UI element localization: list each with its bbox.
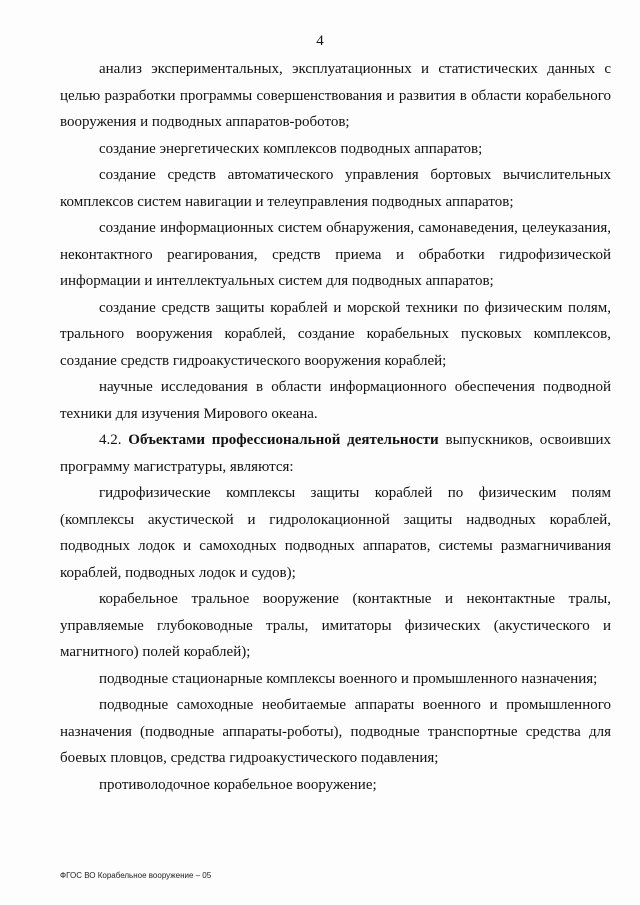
object-item: гидрофизические комплексы защиты кораблей по физическим полям (комплексы акустической и гидролокационной защиты надводных кораблей, подводных лодок и самоходных подводных аппаратов, системы размагничивания кораблей, подводных лодок и судов); (60, 485, 611, 581)
page-number: 4 (316, 33, 324, 49)
paragraph: создание информационных систем обнаружения, самонаведения, целеуказания, неконтактного реагирования, средств приема и обработки гидрофизической информации и интеллектуальных систем для подводных аппаратов; (60, 220, 611, 289)
paragraph: научные исследования в области информационного обеспечения подводной техники для изучения Мирового океана. (60, 379, 611, 422)
document-body (60, 56, 611, 798)
section-bold-phrase: Объектами профессиональной деятельности (128, 432, 439, 448)
paragraph: анализ экспериментальных, эксплуатационных и статистических данных с целью разработки программы совершенствования и развития в области корабельного вооружения и подводных аппаратов-роботов; (60, 61, 611, 130)
paragraph: создание энергетических комплексов подводных аппаратов; (99, 140, 483, 157)
section-rest-text: выпускников, освоивших программу магистратуры, являются: (60, 432, 612, 475)
section-number: 4.2. (99, 432, 122, 448)
object-item: противолодочное корабельное вооружение; (99, 776, 377, 793)
paragraph: создание средств автоматического управления бортовых вычислительных комплексов систем навигации и телеуправления подводных аппаратов; (60, 167, 611, 210)
paragraph: создание средств защиты кораблей и морской техники по физическим полям, трального вооружения кораблей, создание корабельных пусковых комплексов, создание средств гидроакустического вооружения кораблей; (60, 299, 611, 369)
object-item: подводные стационарные комплексы военного и промышленного назначения; (99, 670, 598, 687)
object-item: корабельное тральное вооружение (контактные и неконтактные тралы, управляемые глубоководные тралы, имитаторы физических (акустического и магнитного) полей кораблей); (60, 591, 611, 660)
object-item: подводные самоходные необитаемые аппараты военного и промышленного назначения (подводные аппараты-роботы), подводные транспортные средства для боевых пловцов, средства гидроакустического подавления; (60, 697, 611, 766)
section-heading-4-2 (60, 427, 611, 480)
page-footer: ФГОС ВО Корабельное вооружение – 05 (60, 871, 212, 880)
